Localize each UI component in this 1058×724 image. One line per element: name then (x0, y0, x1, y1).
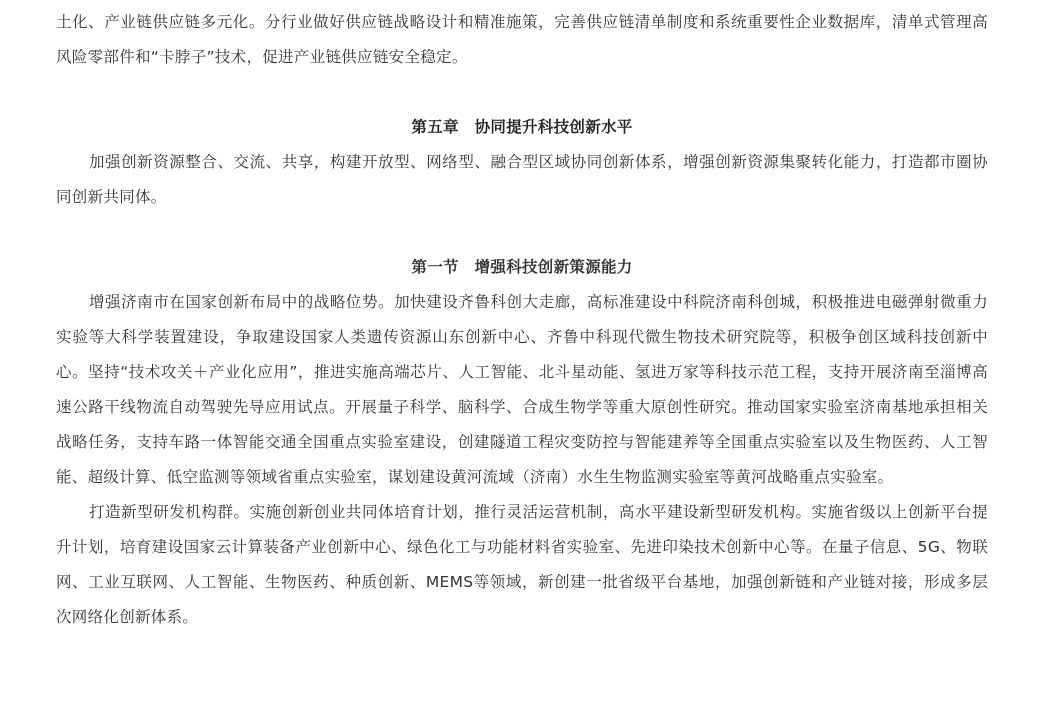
chapter-title: 第五章 协同提升科技创新水平 (411, 118, 633, 136)
section-title: 第一节 增强科技创新策源能力 (411, 258, 633, 276)
chapter-intro-paragraph: 加强创新资源整合、交流、共享，构建开放型、网络型、融合型区域协同创新体系，增强创新资源集聚转化能力，打造都市圈协同创新共同体。 (56, 153, 988, 206)
section-paragraph: 增强济南市在国家创新布局中的战略位势。加快建设齐鲁科创大走廊，高标准建设中科院济南科创城，积极推进电磁弹射微重力实验等大科学装置建设，争取建设国家人类遗传资源山东创新中心、齐鲁中科现代微生物技术研究院等，积极争创区域科技创新中心。坚持“技术攻关＋产业化应用”，推进实施高端芯片、人工智能、北斗星动能、氢进万家等科技示范工程，支持开展济南至淄博高速公路干线物流自动驾驶先导应用试点。开展量子科学、脑科学、合成生物学等重大原创性研究。推动国家实验室济南基地承担相关战略任务，支持车路一体智能交通全国重点实验室建设，创建隧道工程灾变防控与智能建养等全国重点实验室以及生物医药、人工智能、超级计算、低空监测等领域省重点实验室，谋划建设黄河流域（济南）水生生物监测实验室等黄河战略重点实验室。 (56, 293, 988, 486)
intro-paragraph: 土化、产业链供应链多元化。分行业做好供应链战略设计和精准施策，完善供应链清单制度和系统重要性企业数据库，清单式管理高风险零部件和“卡脖子”技术，促进产业链供应链安全稳定。 (56, 13, 988, 66)
document-body (56, 5, 988, 635)
section-paragraph: 打造新型研发机构群。实施创新创业共同体培育计划，推行灵活运营机制，高水平建设新型研发机构。实施省级以上创新平台提升计划，培育建设国家云计算装备产业创新中心、绿色化工与功能材料省实验室、先进印染技术创新中心等。在量子信息、5G、物联网、工业互联网、人工智能、生物医药、种质创新、MEMS等领域，新创建一批省级平台基地，加强创新链和产业链对接，形成多层次网络化创新体系。 (56, 503, 988, 626)
